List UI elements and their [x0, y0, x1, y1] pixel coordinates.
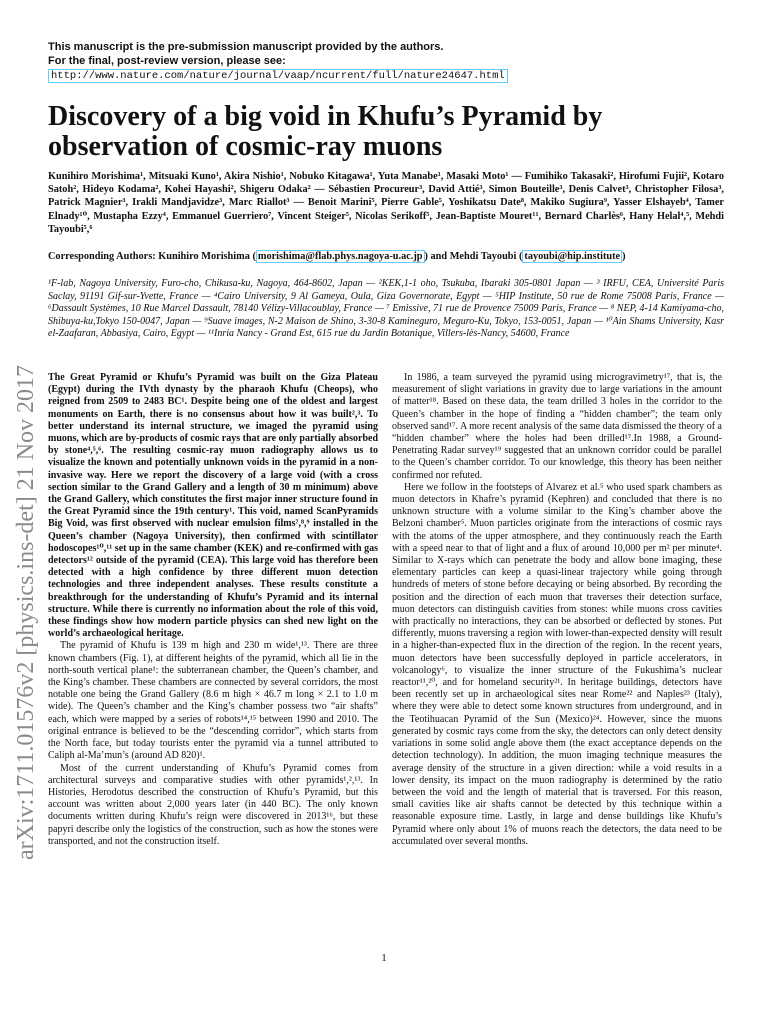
nature-link[interactable]: http://www.nature.com/nature/journal/vaap/ncurrent/full/nature24647.html: [48, 69, 508, 83]
arxiv-stamp: arXiv:1711.01576v2 [physics.ins-det] 21 Nov 2017: [13, 364, 39, 860]
corresponding-label: Corresponding Authors: Kunihiro Morishima: [48, 251, 250, 262]
author-list: Kunihiro Morishima¹, Mitsuaki Kuno¹, Akira Nishio¹, Nobuko Kitagawa¹, Yuta Manabe¹, Masaki Moto¹ — Fumihiko Takasaki², Hirofumi Fujii², Kotaro Satoh², Hideyo Kodama², Kohei Hayashi², Shigeru Odaka² — Sébastien Procureur³, David Attié³, Simon Bouteille³, Denis Calvet³, Christopher Filosa³, Patrick Magnier³, Irakli Mandjavidze³, Marc Riallot³ — Benoit Marini⁵, Pierre Gable⁵, Yoshikatsu Date⁸, Makiko Sugiura⁹, Yasser Elshayeb⁴, Tamer Elnady¹⁰, Mustapha Ezzy⁴, Emmanuel Guerriero⁷, Vincent Steiger⁵, Nicolas Serikoff⁵, Jean-Baptiste Mouret¹¹, Bernard Charlès⁶, Hany Helal⁴,⁵, Mehdi Tayoubi⁵,⁶: [48, 171, 724, 235]
left-column: [48, 372, 378, 848]
manuscript-notice: [48, 40, 508, 83]
body-paragraph: Most of the current understanding of Khufu’s Pyramid comes from architectural surveys and comparative studies with other pyramids¹,²,¹³. In Histories, Herodotus described the construction of Khufu’s Pyramid, but this account was written about 2,000 years later (in 440 BC). The only known documents written during Khufu’s reign were discovered in 2013¹⁶, but these papyri describe only the logistics of the construction, such as how the stones were transported, and not the construction itself.: [48, 762, 378, 847]
abstract: The Great Pyramid or Khufu’s Pyramid was built on the Giza Plateau (Egypt) during the IVth dynasty by the pharaoh Khufu (Cheops), who reigned from 2509 to 2483 BC¹. Despite being one of the oldest and largest monuments on Earth, there is no consensus about how it was built²,³. To better understand its internal structure, we imaged the pyramid using muons, which are by-products of cosmic rays that are only partially absorbed by stone⁴,⁵,⁶. The resulting cosmic-ray muon radiography allows us to visualize the known and potentially unknown voids in the pyramid in a non-invasive way. Here we report the discovery of a large void (with a cross section similar to the Grand Gallery and a length of 30 m minimum) above the Grand Gallery, which constitutes the first major inner structure found in the Great Pyramid since the 19th century¹. This void, named ScanPyramids Big Void, was first observed with nuclear emulsion films⁷,⁸,⁹ installed in the Queen’s chamber (Nagoya University), then confirmed with scintillator hodoscopes¹⁰,¹¹ set up in the same chamber (KEK) and re-confirmed with gas detectors¹² outside of the pyramid (CEA). This large void has therefore been detected with a high confidence by three different muon detection technologies and three independent analyses. These results constitute a breakthrough for the understanding of Khufu’s Pyramid and its internal structure. While there is currently no information about the role of this void, these findings show how modern particle physics can shed new light on the world’s archaeological heritage.: [48, 372, 379, 640]
email-link-morishima[interactable]: morishima@flab.phys.nagoya-u.ac.jp: [257, 251, 423, 262]
right-column: [392, 372, 722, 848]
notice-line-2: For the final, post-review version, please see:: [48, 55, 286, 67]
body-paragraph: In 1986, a team surveyed the pyramid using microgravimetry¹⁷, that is, the measurement of slight variations in gravity due to large variations in the amount of matter¹⁸. Based on these data, the team drilled 3 holes in the corridor to the Queen’s chamber in the hope of finding a “hidden chamber”; the team only observed sand¹⁷. A more recent analysis of the same data dismissed the theory of a “hidden chamber” where the holes had been drilled¹⁷.In 1988, a Ground-Penetrating Radar survey¹⁹ suggested that an unknown corridor could be parallel to the Queen’s chamber corridor. To our knowledge, this theory has been neither confirmed nor refuted.: [392, 372, 722, 481]
corresponding-authors: Corresponding Authors: Kunihiro Morishima ( morishima@flab.phys.nagoya-u.ac.jp ) and Mehdi Tayoubi ( tayoubi@hip.institute ): [48, 251, 626, 262]
affiliations: ¹F-lab, Nagoya University, Furo-cho, Chikusa-ku, Nagoya, 464-8602, Japan — ²KEK,1-1 oho, Tsukuba, Ibaraki 305-0801 Japan — ³ IRFU, CEA, Université Paris Saclay, 91191 Gif-sur-Yvette, France — ⁴Cairo University, 9 Al Gameya, Oula, Giza Governorate, Egypt — ⁵HIP Institute, 50 rue de Rome 75008 Paris, France — ⁶Dassault Systèmes, 10 Rue Marcel Dassault, 78140 Vélizy-Villacoublay, France — ⁷ Emissive, 71 rue de Provence 75009 Paris, France — ⁸ NEP, 4-14 Kamiyama-cho, Shibuya-ku,Tokyo 150-0047, Japan — ⁹Suave images, N-2 Maison de Shino, 3-30-8 Kamineguro, Meguro-Ku, Tokyo, 153-0051, Japan — ¹⁰Ain Shams University, Kasr el-Zaafaran, Abbasiya, Cairo, Egypt — ¹¹Inria Nancy - Grand Est, 615 rue du Jardin Botanique, Villers-lès-Nancy, 54600, France: [48, 278, 724, 340]
body-paragraph: The pyramid of Khufu is 139 m high and 230 m wide¹,¹³. There are three known chambers (Fig. 1), at different heights of the pyramid, which all lie in the north-south vertical plane¹: the subterranean chamber, the Queen’s chamber, and the King’s chamber. These chambers are connected by several corridors, the most notable one being the Grand Gallery (8.6 m high × 46.7 m long × 2.1 to 1.0 m wide). The Queen’s chamber and the King’s chamber possess two “air shafts” each, which were mapped by a series of robots¹⁴,¹⁵ between 1990 and 2010. The original entrance is believed to be the “descending corridor”, which starts from the North face, but today tourists enter the pyramid via a tunnel attributed to Caliph al-Ma’mun’s (around AD 820)¹.: [48, 640, 378, 762]
corresponding-and: and Mehdi Tayoubi: [430, 251, 517, 262]
paper-title: Discovery of a big void in Khufu’s Pyramid by observation of cosmic-ray muons: [48, 101, 603, 162]
notice-line-1: This manuscript is the pre-submission manuscript provided by the authors.: [48, 41, 444, 53]
page-number: 1: [381, 952, 387, 964]
body-paragraph: Here we follow in the footsteps of Alvarez et al.⁵ who used spark chambers as muon detectors in Khafre’s pyramid (Kephren) and concluded that there is no unknown structure with a volume similar to the King’s chamber above the Belzoni chamber⁵. Muon particles originate from the interactions of cosmic rays with the atoms of the upper atmosphere, and they continuously reach the Earth with a speed near to that of light and a flux of around 10,000 per m² per minute⁴. Similar to X-rays which can penetrate the body and allow bone imaging, these elementary particles can keep a quasi-linear trajectory while going through hundreds of meters of stone before decaying or being absorbed. By recording the position and the direction of each muon that traverses their detection surface, muon detectors can distinguish cavities from stones: while muons cross cavities with practically no interactions, they can be absorbed or deflected by stones. Put differently, muons traversing a region with lower-than-expected density will result in a higher-than-expected flux in the direction of the region. In the recent years, muon detectors have been successfully deployed in particle accelerators, in volcanology⁶, to visualize the inner structure of the Fukushima’s nuclear reactor¹¹,²⁰, and for homeland security²¹. In heritage buildings, detectors have been recently set up in archaeological sites near Rome²² and Naples²³ (Italy), where they were able to detect some known structures from underground, and in the Teotihuacan Pyramid of the Sun (Mexico)²⁴. However, since the muons generated by cosmic rays come from the sky, the detectors can only detect density variations in some solid angle above them (the exact acceptance depends on the detection technology). In addition, the muon imaging technique measures the average density of the structure in a given direction: while a void results in a lower density, its impact on the muon radiography is determined by the ratio between the void and the length of material that is traversed. For this reason, small cavities like air shafts cannot be detected by this technique within a reasonable exposure time. Lastly, in large and dense buildings like Khufu’s Pyramid where only about 1% of muons reach the detectors, the data need to be accumulated over several months.: [392, 481, 722, 847]
email-link-tayoubi[interactable]: tayoubi@hip.institute: [524, 251, 621, 262]
